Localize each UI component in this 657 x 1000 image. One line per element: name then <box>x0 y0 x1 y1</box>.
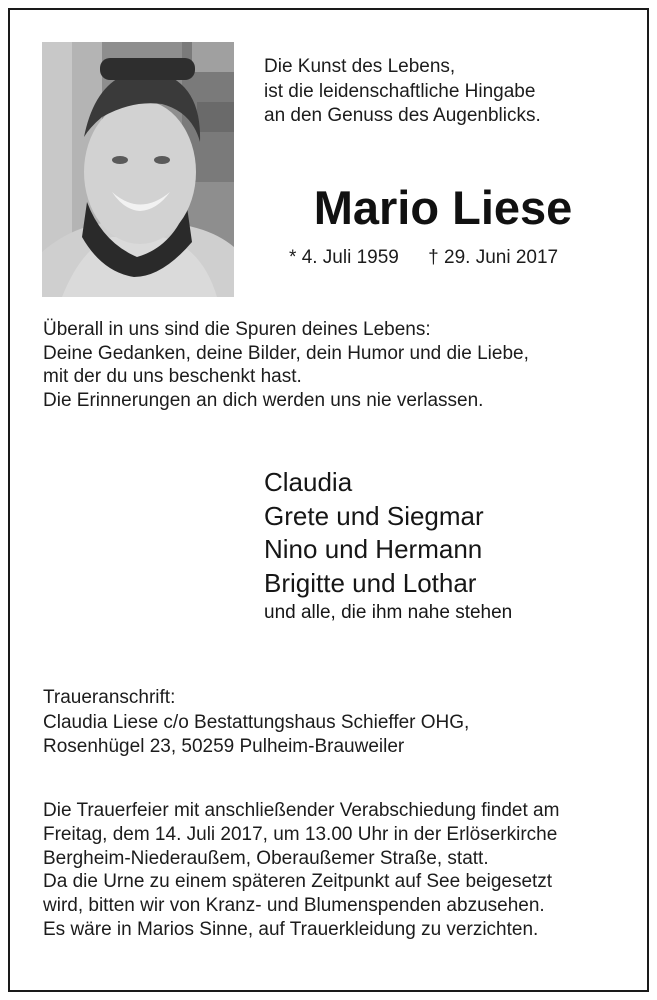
verse-line: mit der du uns beschenkt hast. <box>43 366 302 387</box>
mourning-address <box>43 686 633 760</box>
mourner-name: Grete und Siegmar <box>264 500 484 531</box>
verse-line: Überall in uns sind die Spuren deines Lebens: <box>43 319 431 340</box>
verse-line: Deine Gedanken, deine Bilder, dein Humor und die Liebe, <box>43 342 529 364</box>
death-date: 29. Juni 2017 <box>444 247 559 268</box>
mourner-name: Brigitte und Lothar <box>264 567 477 598</box>
mourner-name: Nino und Hermann <box>264 534 483 564</box>
address-line: Claudia Liese c/o Bestattungshaus Schieffer OHG, <box>43 711 470 733</box>
quote-line: ist die leidenschaftliche Hingabe <box>264 80 536 102</box>
funeral-service-info <box>43 799 638 942</box>
death-cross-symbol: † <box>428 247 439 268</box>
service-line: Da die Urne zu einem späteren Zeitpunkt auf See beigesetzt <box>43 871 553 893</box>
service-line: Die Trauerfeier mit anschließender Verabschiedung findet am <box>43 800 560 821</box>
service-line: wird, bitten wir von Kranz- und Blumenspenden abzusehen. <box>43 895 545 917</box>
portrait-photo <box>42 42 234 297</box>
address-line: Rosenhügel 23, 50259 Pulheim-Brauweiler <box>43 736 405 757</box>
service-line: Freitag, dem 14. Juli 2017, um 13.00 Uhr in der Erlöserkirche <box>43 823 558 845</box>
mourners-list <box>264 466 634 626</box>
birth-date: 4. Juli 1959 <box>301 247 399 268</box>
service-line: Es wäre in Marios Sinne, auf Trauerkleidung zu verzichten. <box>43 918 539 940</box>
service-line: Bergheim-Niederaußem, Oberaußemer Straße, statt. <box>43 847 489 869</box>
memorial-verse <box>43 318 633 412</box>
deceased-name: Mario Liese <box>313 181 573 234</box>
address-line: Traueranschrift: <box>43 687 176 708</box>
quote-line: Die Kunst des Lebens, <box>264 56 456 77</box>
quote-line: an den Genuss des Augenblicks. <box>264 105 541 126</box>
opening-quote <box>264 55 624 129</box>
mourners-others: und alle, die ihm nahe stehen <box>264 602 513 623</box>
mourner-name: Claudia <box>264 467 353 497</box>
birth-symbol: * <box>289 247 297 268</box>
verse-line: Die Erinnerungen an dich werden uns nie verlassen. <box>43 389 484 411</box>
life-dates <box>289 247 558 269</box>
